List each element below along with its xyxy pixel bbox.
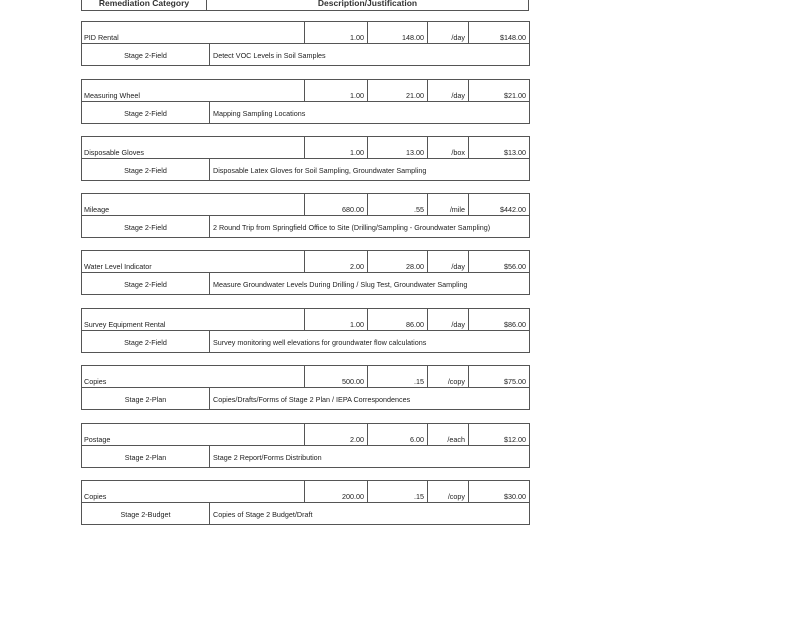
item-rate: .15 bbox=[367, 481, 427, 502]
item-total: $12.00 bbox=[468, 424, 529, 445]
item-unit: /day bbox=[427, 251, 468, 272]
item-rate: 21.00 bbox=[367, 80, 427, 101]
item-name: Postage bbox=[84, 435, 111, 444]
item-total: $13.00 bbox=[468, 137, 529, 158]
item-unit: /day bbox=[427, 22, 468, 43]
item-cost-row bbox=[81, 308, 530, 331]
item-cost-row bbox=[81, 193, 530, 216]
item-stage: Stage 2-Plan bbox=[124, 395, 167, 404]
item-rate: .15 bbox=[367, 366, 427, 387]
item-total: $75.00 bbox=[468, 366, 529, 387]
item-quantity: 1.00 bbox=[304, 309, 367, 330]
item-name: PID Rental bbox=[84, 33, 119, 42]
item-description: Detect VOC Levels in Soil Samples bbox=[209, 44, 529, 65]
item-unit: /each bbox=[427, 424, 468, 445]
header-remediation-category: Remediation Category bbox=[98, 0, 190, 8]
item-cost-row bbox=[81, 79, 530, 102]
item-total: $56.00 bbox=[468, 251, 529, 272]
table-header bbox=[81, 0, 529, 11]
item-quantity: 500.00 bbox=[304, 366, 367, 387]
item-justification-row bbox=[81, 272, 530, 295]
line-item bbox=[81, 423, 530, 470]
header-description: Description/Justification bbox=[206, 0, 528, 10]
item-cost-row bbox=[81, 480, 530, 503]
item-stage: Stage 2-Field bbox=[124, 223, 167, 232]
item-justification-row bbox=[81, 101, 530, 124]
item-cost-row bbox=[81, 250, 530, 273]
item-stage: Stage 2-Plan bbox=[124, 453, 167, 462]
item-name: Survey Equipment Rental bbox=[84, 320, 166, 329]
item-quantity: 200.00 bbox=[304, 481, 367, 502]
item-total: $30.00 bbox=[468, 481, 529, 502]
line-item bbox=[81, 136, 530, 183]
item-name: Copies bbox=[84, 377, 107, 386]
line-item bbox=[81, 79, 530, 126]
item-description: 2 Round Trip from Springfield Office to Site (Drilling/Sampling - Groundwater Sampling) bbox=[209, 216, 529, 237]
item-total: $21.00 bbox=[468, 80, 529, 101]
item-justification-row bbox=[81, 445, 530, 468]
item-quantity: 680.00 bbox=[304, 194, 367, 215]
item-cost-row bbox=[81, 21, 530, 44]
item-cost-row bbox=[81, 423, 530, 446]
item-name: Copies bbox=[84, 492, 107, 501]
item-justification-row bbox=[81, 502, 530, 525]
item-description: Mapping Sampling Locations bbox=[209, 102, 529, 123]
item-quantity: 2.00 bbox=[304, 251, 367, 272]
item-description: Survey monitoring well elevations for groundwater flow calculations bbox=[209, 331, 529, 352]
item-quantity: 1.00 bbox=[304, 22, 367, 43]
item-stage: Stage 2-Field bbox=[124, 338, 167, 347]
item-description: Measure Groundwater Levels During Drilling / Slug Test, Groundwater Sampling bbox=[209, 273, 529, 294]
item-name: Water Level Indicator bbox=[84, 262, 152, 271]
line-item bbox=[81, 21, 530, 68]
item-total: $442.00 bbox=[468, 194, 529, 215]
item-quantity: 1.00 bbox=[304, 137, 367, 158]
item-rate: 13.00 bbox=[367, 137, 427, 158]
item-unit: /day bbox=[427, 80, 468, 101]
item-rate: 6.00 bbox=[367, 424, 427, 445]
item-unit: /copy bbox=[427, 366, 468, 387]
item-description: Copies of Stage 2 Budget/Draft bbox=[209, 503, 529, 524]
line-item bbox=[81, 480, 530, 527]
line-item bbox=[81, 193, 530, 240]
line-item bbox=[81, 250, 530, 297]
item-justification-row bbox=[81, 158, 530, 181]
item-total: $86.00 bbox=[468, 309, 529, 330]
item-rate: 28.00 bbox=[367, 251, 427, 272]
item-stage: Stage 2-Field bbox=[124, 280, 167, 289]
item-cost-row bbox=[81, 365, 530, 388]
item-total: $148.00 bbox=[468, 22, 529, 43]
item-quantity: 2.00 bbox=[304, 424, 367, 445]
item-rate: 86.00 bbox=[367, 309, 427, 330]
item-stage: Stage 2-Budget bbox=[120, 510, 171, 519]
item-unit: /mile bbox=[427, 194, 468, 215]
item-stage: Stage 2-Field bbox=[124, 51, 167, 60]
item-description: Copies/Drafts/Forms of Stage 2 Plan / IEPA Correspondences bbox=[209, 388, 529, 409]
item-justification-row bbox=[81, 215, 530, 238]
line-item bbox=[81, 308, 530, 355]
item-cost-row bbox=[81, 136, 530, 159]
item-justification-row bbox=[81, 330, 530, 353]
item-quantity: 1.00 bbox=[304, 80, 367, 101]
line-item bbox=[81, 365, 530, 412]
item-unit: /copy bbox=[427, 481, 468, 502]
item-name: Disposable Gloves bbox=[84, 148, 144, 157]
item-unit: /day bbox=[427, 309, 468, 330]
item-stage: Stage 2-Field bbox=[124, 109, 167, 118]
item-name: Measuring Wheel bbox=[84, 91, 140, 100]
item-description: Disposable Latex Gloves for Soil Sampling, Groundwater Sampling bbox=[209, 159, 529, 180]
item-justification-row bbox=[81, 387, 530, 410]
item-name: Mileage bbox=[84, 205, 110, 214]
item-unit: /box bbox=[427, 137, 468, 158]
item-rate: .55 bbox=[367, 194, 427, 215]
item-description: Stage 2 Report/Forms Distribution bbox=[209, 446, 529, 467]
item-stage: Stage 2-Field bbox=[124, 166, 167, 175]
item-rate: 148.00 bbox=[367, 22, 427, 43]
item-justification-row bbox=[81, 43, 530, 66]
